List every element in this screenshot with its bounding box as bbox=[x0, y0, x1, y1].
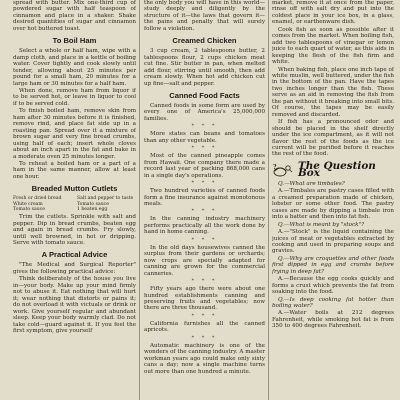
ingredient: Fresh or dried bread bbox=[13, 196, 62, 202]
question: Q.—What are timbales? bbox=[278, 180, 345, 187]
star-divider: * * * bbox=[191, 123, 218, 130]
answer: A.—Timbales are pastry cases filled with a creamed preparation made of chicken, lobster or some other food. The pastry cases are made by dipping a timbale iron into a batter and then into fat fish. bbox=[272, 188, 394, 221]
star-divider: * * * bbox=[191, 236, 218, 243]
canned-food-paragraph: More states can beans and tomatoes than any other vegetable. bbox=[144, 131, 265, 144]
fish-paragraph: When baking fish, place one inch tape of white muslin, well buttered, under the fish in the bottom of the pan. Have the tapes two inches longer than the fish. These serve as an aid in removing the fish from the pan without it breaking into small bits. Of course, the tapes may be easily removed and discarded. bbox=[272, 66, 394, 118]
star-divider: * * * bbox=[191, 312, 218, 319]
ingredient: Tomato sauce bbox=[13, 206, 45, 212]
ingredient-column-left bbox=[13, 196, 72, 212]
column-divider bbox=[139, 0, 140, 400]
canned-food-paragraph: Fifty years ago there were about one hundred establishments canning and preserving fruits and vegetables; now there are three thousand. bbox=[144, 286, 265, 312]
ingredient: Tomato sauce bbox=[76, 201, 109, 207]
question-box-header bbox=[272, 162, 394, 178]
question-box-list bbox=[272, 181, 394, 330]
mutton-paragraph: Trim the cutlets. Sprinkle with salt and pepper. Dip in bread crumbs, beaten egg and again in bread crumbs. Fry slowly, until well browned, in hot or dripping. Serve with tomato sauce. bbox=[13, 214, 136, 247]
star-divider: * * * bbox=[191, 145, 218, 152]
boil-ham-paragraph: When done, remove ham from liquor if to be served hot, or leave in liquor to cool if to be served cold. bbox=[13, 87, 136, 107]
boil-ham-paragraph: To reheat a boiled ham or a part of a ham in the same manner, allow at least one hour. bbox=[13, 160, 136, 180]
question-box-illustration bbox=[272, 163, 294, 177]
answer: A.—Water boils at 212 degrees Fahrenheit, while smoking hot fat is from 350 to 400 degrees Fahrenheit. bbox=[272, 310, 394, 330]
ingredient-table bbox=[13, 196, 136, 212]
intro-text: the only body you will have in this world—study deeply and diligently by the structure of it—the laws that govern it—the pains and penalty that will surely follow a violation. bbox=[144, 0, 265, 32]
column-3 bbox=[272, 0, 394, 400]
ingredient-column-right bbox=[77, 196, 136, 212]
star-divider: * * * bbox=[191, 278, 218, 285]
canned-food-paragraph: California furnishes all the canned apricots. bbox=[144, 320, 265, 334]
practical-advice-heading: A Practical Advice bbox=[41, 250, 108, 260]
fish-paragraph: Cook fish as soon as possible after it comes from the market. When boiling fish, add two tablespoons of vinegar or lemon juice to each quart of water, as this aids in keeping the flesh of the fish firm and white. bbox=[272, 26, 394, 66]
practical-advice-paragraph: Think deliberately of the house you live in—your body. Make up your mind firmly not to abuse it. Eat nothing that will hurt it; wear nothing that distorts or pains it; do not overload it with victuals or drink or work. Give yourself regular and abundant sleep. Keep your body warmly clad. Do not take cold—guard against it. If you feel the first symptom, give yourself bbox=[13, 276, 136, 335]
canned-food-paragraph: Automatic machinery is one of the wonders of the canning industry. A master workman years ago could make only sixty cans a day; now a single machine turns out more than one hundred a minute. bbox=[144, 342, 265, 375]
question: Q.—What is meant by "stock"? bbox=[278, 221, 365, 228]
ingredient: White cream bbox=[13, 201, 43, 207]
canned-food-paragraph: In the old days housewives canned the surplus from their gardens or orchards; now crops are specially adapted for canning are grown for the commercial canneries. bbox=[144, 244, 265, 277]
canned-food-paragraph: Most of the canned pineapple comes from Hawaii. One company there made a record last year of packing 868,000 cans in a single day's operations. bbox=[144, 153, 265, 179]
canned-food-paragraph: Two hundred varieties of canned foods form a fine insurance against monotonous meals. bbox=[144, 188, 265, 207]
boil-ham-paragraph: Select a whole or half ham, wipe with a damp cloth, and place in a kettle of boiling water. Cover tightly and cook slowly until tender, allowing about 25 minutes per pound for a small ham, 20 minutes for a large ham or 30 minutes for a half ham. bbox=[13, 48, 136, 87]
question: Q.—Is deep cooking fat hotter than boiling water? bbox=[272, 296, 394, 310]
star-divider: * * * bbox=[191, 208, 218, 215]
answer: A.—Because the egg cooks quickly and forms a crust which prevents the fat from soaking into the food. bbox=[272, 276, 394, 296]
answer: A.—"Stock" is the liquid containing the juices of meat or vegetables extracted by cooking and used in preparing soups and gravies. bbox=[272, 229, 394, 255]
question-box-title: The Question Box bbox=[298, 160, 376, 179]
star-divider: * * * bbox=[191, 334, 218, 341]
star-divider: * * * bbox=[191, 180, 218, 187]
ingredient: Salt and pepper to taste bbox=[76, 196, 134, 202]
creamed-chicken-paragraph: 3 cup cream, 2 tablespoons butter, 2 tablespoons flour, 2 cups chicken meat cut fine. Stir butter in pan, when melted add flour, stirring until smooth, then add cream slowly. When hot add chicken cut up fine—salt and pepper. bbox=[144, 48, 265, 87]
column-divider bbox=[268, 0, 269, 400]
svg-text:?: ? bbox=[273, 163, 277, 171]
mutton-heading: Breaded Mutton Cutlets bbox=[31, 184, 118, 194]
practical-advice-paragraph: "The Medical and Surgical Reporter" gives the following practical advice: bbox=[13, 262, 136, 275]
fish-paragraph: If fish has a pronounced odor and should be placed in the shelf directly under the ice compartment, as it will not flavor the rest of the foods as the ice current will be purified before it reaches the rest of the food. bbox=[272, 119, 394, 158]
question: Q.—Why are croquettes and other foods first dipped in egg and crumbs before frying in deep fat? bbox=[272, 255, 394, 275]
creamed-chicken-heading: Creamed Chicken bbox=[172, 36, 237, 46]
canned-food-heading: Canned Food Facts bbox=[169, 90, 240, 100]
canned-food-paragraph: Canned foods in some form are used by every one of America's 25,000,000 families. bbox=[144, 102, 265, 122]
boil-ham-heading: To Boil Ham bbox=[52, 36, 97, 46]
column-2 bbox=[144, 0, 265, 400]
intro-text: spread with butter. Mix one-third cup of powdered sugar with half teaspoon of cinnamon and place in a shaker. Shake desired quantities of sugar and cinnamon over hot buttered toast. bbox=[13, 0, 136, 32]
boil-ham-paragraph: To finish boiled ham, remove skin from ham after 30 minutes before it is finished, remove rind, and place fat side up in a roasting pan. Spread over it a mixture of brown sugar and very fine bread crumbs, using half of each; insert whole cloves about an inch apart in the fat and bake in a moderate oven 25 minutes longer. bbox=[13, 108, 136, 160]
canned-food-paragraph: In the canning industry machinery performs practically all the work done by hand in home canning. bbox=[144, 216, 265, 236]
column-1 bbox=[13, 0, 136, 400]
fish-paragraph: market, remove it at once from the paper, rinse off with salt dry and put into the coldest place in your ice box, in a glass, enamel, or earthenware dish. bbox=[272, 0, 394, 26]
ingredient: 1 beaten egg bbox=[76, 206, 108, 212]
